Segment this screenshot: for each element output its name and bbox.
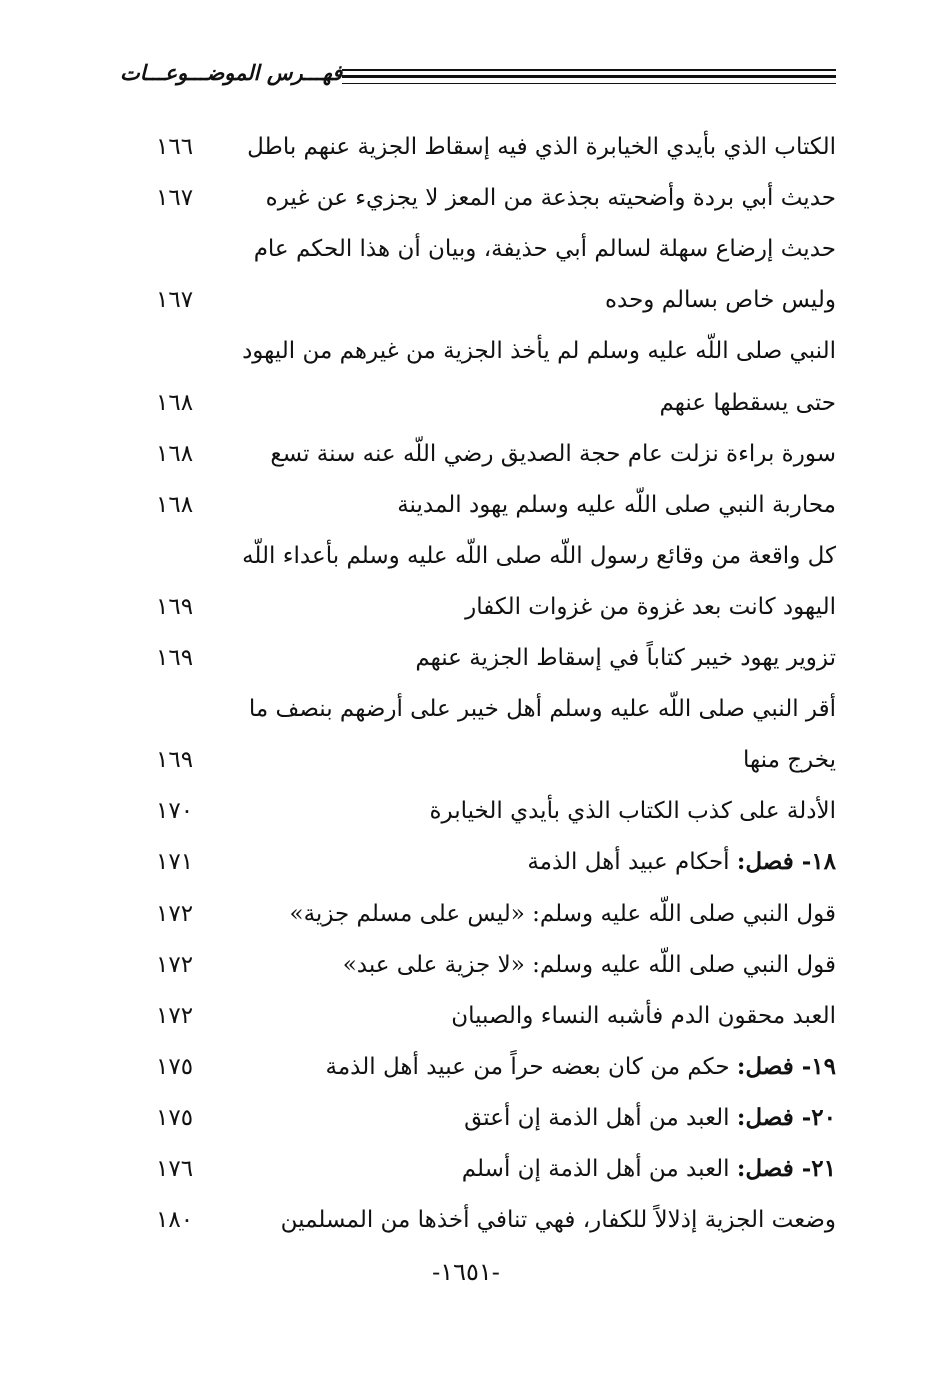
header-rule: [342, 83, 836, 84]
chapter-lead: ١٩- فصل:: [736, 1053, 836, 1080]
toc-entry-text: أقر النبي صلى اللّه عليه وسلم أهل خيبر على أرضهم بنصف ما: [248, 696, 836, 722]
toc-entry-text: حتى يسقطها عنهم: [659, 390, 836, 416]
toc-entry-text: أحكام عبيد أهل الذمة: [527, 849, 737, 875]
toc-entry: [150, 127, 836, 167]
toc-entry-title: [659, 383, 836, 423]
chapter-lead: ٢١- فصل:: [736, 1155, 836, 1182]
toc-entry-text: النبي صلى اللّه عليه وسلم لم يأخذ الجزية من غيرهم من اليهود: [242, 338, 836, 364]
toc-entry-text: العبد من أهل الذمة إن أعتق: [464, 1105, 737, 1131]
toc-entry-page: ١٧٢: [156, 952, 194, 978]
toc-entry: [150, 689, 836, 729]
toc-entry: [150, 331, 836, 371]
toc-entry-text: سورة براءة نزلت عام حجة الصديق رضي اللّه عنه سنة تسع: [270, 441, 836, 467]
toc-entry-page: ١٧٥: [156, 1054, 194, 1080]
toc-entry-text: الكتاب الذي بأيدي الخيابرة الذي فيه إسقاط الجزية عنهم باطل: [247, 134, 836, 160]
toc-entry-text: قول النبي صلى اللّه عليه وسلم: «ليس على مسلم جزية»: [289, 901, 836, 927]
toc-entry: [150, 280, 836, 320]
toc-entry-text: العبد من أهل الذمة إن أسلم: [461, 1156, 737, 1182]
toc-entry-page: ١٦٩: [156, 747, 194, 773]
toc-entry-page: ١٦٧: [156, 287, 194, 313]
toc-entry-page: ١٧٥: [156, 1105, 194, 1131]
toc-entry: [150, 536, 836, 576]
toc-entry-title: [247, 127, 836, 167]
toc-entry: [150, 945, 836, 985]
toc-entry-title: [254, 229, 836, 269]
toc-entry-title: [527, 842, 836, 882]
toc-entry-title: [266, 178, 836, 218]
toc-entry-title: [281, 1200, 836, 1240]
toc-entry-text: قول النبي صلى اللّه عليه وسلم: «لا جزية على عبد»: [342, 952, 836, 978]
toc-entry: [150, 587, 836, 627]
toc-entry-page: ١٦٨: [156, 390, 194, 416]
toc-entry-title: [451, 996, 836, 1036]
chapter-lead: ٢٠- فصل:: [736, 1104, 836, 1131]
toc-entry-title: [429, 791, 836, 831]
toc-entry-page: ١٧٢: [156, 1003, 194, 1029]
toc-entry-page: ١٦٨: [156, 441, 194, 467]
toc-entry-title: [270, 434, 836, 474]
toc-entry-title: [464, 1098, 836, 1138]
toc-entry-text: حكم من كان بعضه حراً من عبيد أهل الذمة: [325, 1054, 737, 1080]
toc-entry-title: [465, 587, 836, 627]
toc-entry-title: [605, 280, 836, 320]
toc-entry: [150, 638, 836, 678]
toc-entry-title: [242, 536, 836, 576]
toc-entry-page: ١٦٩: [156, 645, 194, 671]
toc-entry: [150, 485, 836, 525]
toc-entry-text: كل واقعة من وقائع رسول اللّه صلى اللّه عليه وسلم بأعداء اللّه: [242, 543, 836, 569]
toc-entry: [150, 894, 836, 934]
toc-entry-text: حديث أبي بردة وأضحيته بجذعة من المعز لا يجزيء عن غيره: [265, 185, 836, 211]
page-number: -١٦٥١-: [432, 1258, 500, 1286]
toc-entry-text: محاربة النبي صلى اللّه عليه وسلم يهود المدينة: [397, 492, 836, 518]
toc-entry: [150, 434, 836, 474]
toc-entry: [150, 178, 836, 218]
header-rule: [342, 69, 836, 71]
toc-entry: [150, 229, 836, 269]
toc-entry-title: [343, 945, 836, 985]
toc-entry: [150, 996, 836, 1036]
toc-entry-title: [743, 740, 836, 780]
toc-entry-text: وضعت الجزية إذلالاً للكفار، فهي تنافي أخذها من المسلمين: [280, 1207, 836, 1233]
toc-entry-page: ١٦٧: [156, 185, 194, 211]
toc-entry-text: اليهود كانت بعد غزوة من غزوات الكفار: [465, 594, 836, 620]
toc-entry-title: [290, 894, 836, 934]
toc-entry-text: الأدلة على كذب الكتاب الذي بأيدي الخيابرة: [429, 798, 836, 824]
toc-entry-title: [415, 638, 836, 678]
running-header: [112, 56, 836, 96]
toc-entry: [150, 1200, 836, 1240]
toc-entry-page: ١٦٩: [156, 594, 194, 620]
toc-entry-page: ١٧٠: [156, 798, 194, 824]
toc-entry: [150, 1149, 836, 1189]
toc-entry-title: [242, 331, 836, 371]
toc-entry-text: تزوير يهود خيبر كتاباً في إسقاط الجزية عنهم: [415, 645, 836, 671]
toc-entry: [150, 740, 836, 780]
toc-entry-title: [326, 1047, 836, 1087]
toc-entry-title: [249, 689, 836, 729]
toc-entry: [150, 383, 836, 423]
toc-entry: [150, 842, 836, 882]
toc-entry: [150, 1047, 836, 1087]
toc-entry-page: ١٧٢: [156, 901, 194, 927]
chapter-lead: ١٨- فصل:: [736, 848, 836, 875]
toc-entry-page: ١٨٠: [156, 1207, 194, 1233]
toc-entry-page: ١٦٨: [156, 492, 194, 518]
toc-entry: [150, 791, 836, 831]
toc-entry-text: العبد محقون الدم فأشبه النساء والصبيان: [451, 1003, 836, 1029]
toc-entry-title: [397, 485, 836, 525]
toc-entry: [150, 1098, 836, 1138]
toc-entry-text: وليس خاص بسالم وحده: [604, 287, 836, 313]
header-rule: [342, 75, 836, 78]
toc-entry-page: ١٧١: [156, 849, 194, 875]
toc-entry-text: حديث إرضاع سهلة لسالم أبي حذيفة، وبيان أن هذا الحكم عام: [253, 236, 836, 262]
toc-entry-title: [462, 1149, 836, 1189]
header-title: فهـــرس الموضـــوعـــات: [120, 60, 343, 85]
toc-entry-text: يخرج منها: [743, 747, 836, 773]
toc-entry-page: ١٦٦: [156, 134, 194, 160]
toc-entry-page: ١٧٦: [156, 1156, 194, 1182]
